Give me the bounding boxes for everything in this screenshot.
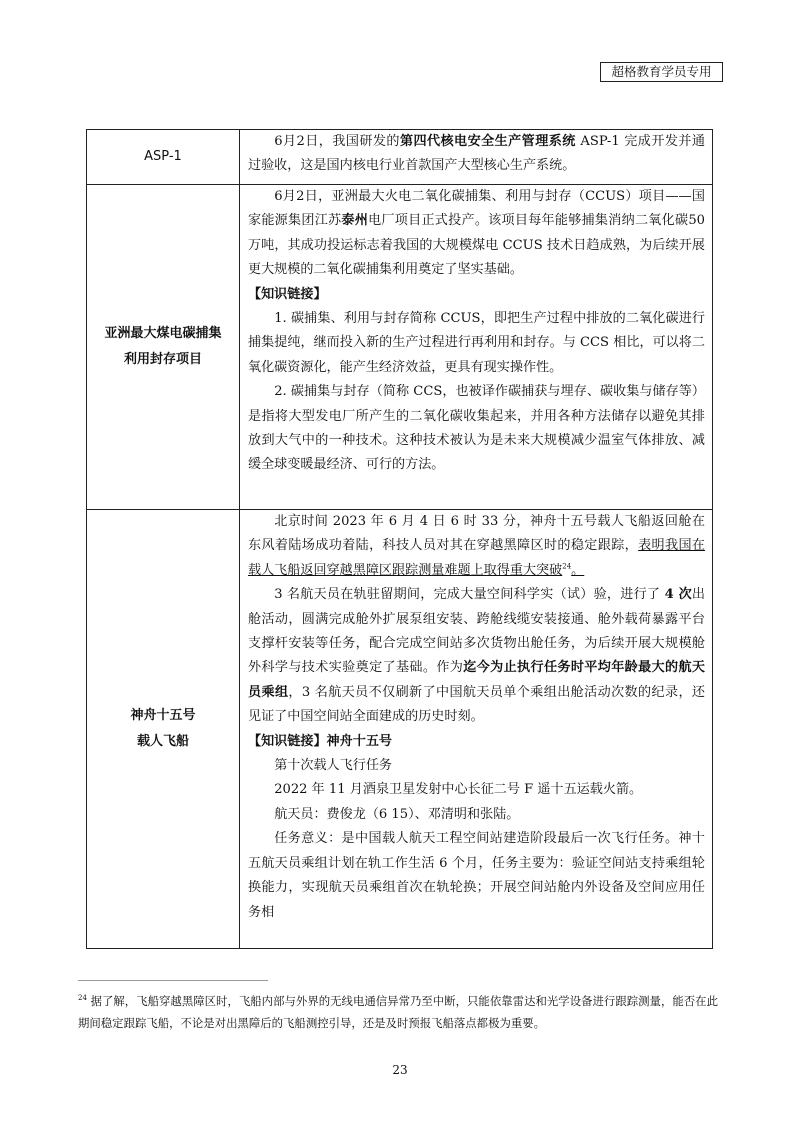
text-run: 航天员：费俊龙（6 15）、邓清明和张陆。 [274, 806, 520, 822]
text-run: 北京时间 2023 年 6 月 4 日 6 时 33 分，神舟十五号载人飞船返回舱在东风着陆场成功着陆，科技人员对其在穿越黑障区时的稳定跟踪， [248, 514, 705, 554]
page-number: 23 [392, 1063, 408, 1077]
text-run: 3 名航天员在轨驻留期间，完成大量空间科学实（试）验，进行了 [274, 587, 665, 603]
row-name [87, 185, 240, 510]
row-name-text: 神舟十五号载人飞船 [130, 708, 196, 749]
text-run: 泰州 [341, 213, 369, 229]
text-run: 电厂项目正式投产。该项目每年能够捕集消纳二氧化碳50万吨，其成功投运标志着我国的大规模煤电 CCUS 技术日趋成熟，为后续开展更大规模的二氧化碳捕集利用奠定了坚实基础。 [248, 213, 705, 278]
row-content [240, 130, 713, 185]
text-run: 任务意义：是中国载人航天工程空间站建造阶段最后一次飞行任务。神十五航天员乘组计划在轨工作生活 6 个月，任务主要为：验证空间站支持乘组轮换能力，实现航天员乘组首次在轨轮换；开展空间站舱内外设备及空间应用任务相 [248, 831, 705, 920]
content-paragraph [248, 283, 705, 307]
content-paragraph [248, 754, 705, 778]
text-run: 【知识链接】 [248, 286, 327, 302]
table-row [87, 130, 713, 185]
row-name: ASP-1 [87, 130, 240, 185]
table-row [87, 185, 713, 510]
text-run: 第十次载人飞行任务 [274, 758, 393, 774]
row-name [87, 510, 240, 949]
content-paragraph [248, 730, 705, 754]
row-content [240, 510, 713, 949]
table-row [87, 510, 713, 949]
footnote-text: 据了解，飞船穿越黑障区时，飞船内部与外界的无线电通信异常乃至中断，只能依靠雷达和光学设备进行跟踪测量，能否在此期间稳定跟踪飞船，不论是对出黑障后的飞船测控引导，还是及时预报飞船落点都极为重要。 [78, 994, 718, 1030]
footnote-mark: 24 [78, 994, 87, 1003]
text-run: 表明我国在载人飞船返回穿越黑障区跟踪测量难题上取得重大突破 [248, 538, 706, 578]
text-run: 1. 碳捕集、利用与封存简称 CCUS，即把生产过程中排放的二氧化碳进行捕集提纯，继而投入新的生产过程进行再利用和封存。与 CCS 相比，可以将二氧化碳资源化，能产生经济效益，更具有现实操作性。 [248, 311, 705, 375]
content-paragraph [248, 130, 705, 179]
course-tag: 超格教育学员专用 [600, 62, 723, 82]
text-run: 迄今为止执行任务时平均年龄最大的航天员乘组 [248, 660, 706, 700]
content-paragraph [248, 185, 705, 283]
footnote-divider [78, 980, 268, 981]
text-run: 出舱活动，圆满完成舱外扩展泵组安装、跨舱线缆安装接通、舱外载荷暴露平台支撑杆安装等任务，配合完成空间站多次货物出舱任务，为后续开展大规模舱外科学与技术实验奠定了基础。作为 [248, 587, 706, 676]
text-run: 6月2日，亚洲最大火电二氧化碳捕集、利用与封存（CCUS）项目——国家能源集团江苏 [248, 189, 705, 229]
footnote [78, 990, 718, 1034]
content-paragraph [248, 510, 705, 583]
row-name-text: 亚洲最大煤电碳捕集利用封存项目 [104, 326, 222, 367]
content-paragraph [248, 307, 705, 380]
text-run: 2022 年 11 月酒泉卫星发射中心长征二号 F 遥十五运载火箭。 [274, 782, 643, 798]
content-paragraph [248, 827, 705, 925]
content-paragraph [248, 803, 705, 827]
text-run: 2. 碳捕集与封存（简称 CCS，也被译作碳捕获与埋存、碳收集与储存等）是指将大型发电厂所产生的二氧化碳收集起来，并用各种方法储存以避免其排放到大气中的一种技术。这种技术被认为是未来大规模减少温室气体排放、减缓全球变暖最经济、可行的方法。 [248, 384, 705, 473]
content-paragraph [248, 778, 705, 802]
row-content [240, 185, 713, 510]
content-paragraph [248, 380, 705, 478]
news-table [86, 129, 713, 949]
footnote-ref: 24 [562, 562, 572, 571]
text-run: ，3 名航天员不仅刷新了中国航天员单个乘组出舱活动次数的纪录，还见证了中国空间站全面建成的历史时刻。 [248, 684, 706, 725]
text-run: 。 [571, 562, 585, 578]
content-paragraph [248, 583, 705, 729]
text-run: 第四代核电安全生产管理系统 [399, 134, 576, 149]
text-run: 6月2日，我国研发的 [274, 134, 400, 149]
text-run: 4 次 [664, 587, 692, 603]
text-run: ASP-1 完成开发并通过验收，这是国内核电行业首款国产大型核心生产系统。 [248, 134, 705, 174]
text-run: 【知识链接】神舟十五号 [248, 733, 393, 749]
